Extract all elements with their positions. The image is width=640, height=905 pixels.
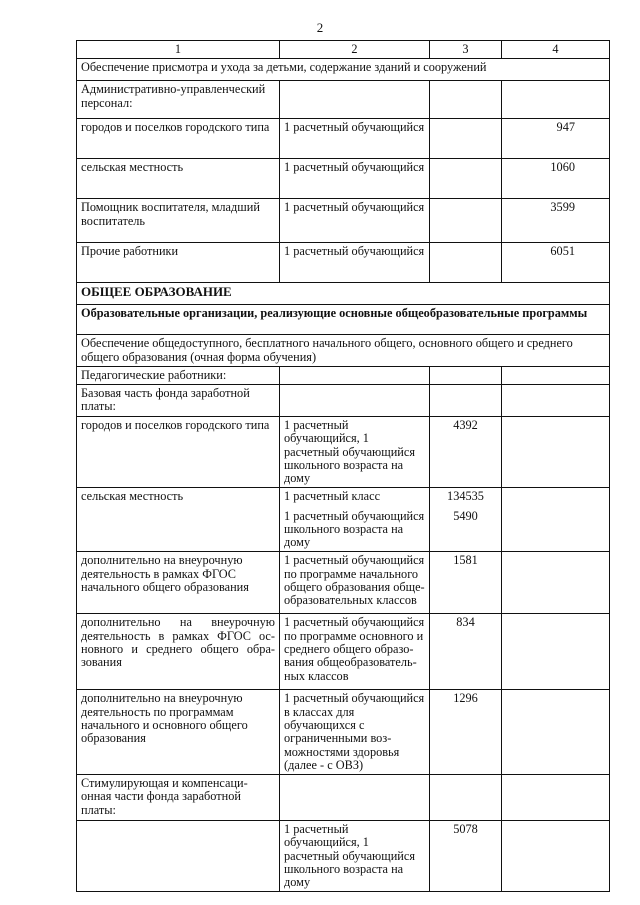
row-value: 1296 bbox=[430, 690, 502, 775]
table-row bbox=[77, 614, 610, 690]
table-row bbox=[77, 283, 610, 305]
norms-table bbox=[76, 40, 610, 892]
row-value: 1581 bbox=[430, 552, 502, 614]
row-unit: 1 расчетный обучающийся по программе начального общего образования обще-образовательных классов bbox=[280, 552, 430, 614]
table-row bbox=[77, 243, 610, 283]
row-label: Прочие работники bbox=[77, 243, 280, 283]
section-general-education: ОБЩЕЕ ОБРАЗОВАНИЕ bbox=[77, 283, 610, 305]
row-label: дополнительно на внеурочную деятельность в рамках ФГОС начального общего образования bbox=[77, 552, 280, 614]
row-unit: 1 расчетный обучающийся, 1 расчетный обучающийся школьного возраста на дому bbox=[280, 821, 430, 892]
table-row bbox=[77, 417, 610, 488]
table-row bbox=[77, 159, 610, 199]
table-row bbox=[77, 335, 610, 367]
table-row bbox=[77, 690, 610, 775]
header-col-4: 4 bbox=[502, 41, 610, 59]
table-row bbox=[77, 385, 610, 417]
row-unit: 1 расчетный обучающийся по программе основного и среднего общего образо-вания общеобразователь-ных классов bbox=[280, 614, 430, 690]
row-unit: 1 расчетный обучающийся школьного возраста на дому bbox=[284, 508, 425, 550]
row-unit: 1 расчетный обучающийся bbox=[280, 199, 430, 243]
row-unit: 1 расчетный обучающийся bbox=[280, 243, 430, 283]
row-label: сельская местность bbox=[77, 488, 280, 552]
row-unit: 1 расчетный обучающийся bbox=[280, 119, 430, 159]
header-col-3: 3 bbox=[430, 41, 502, 59]
row-value: 1060 bbox=[502, 159, 610, 199]
section-provision: Обеспечение общедоступного, бесплатного начального общего, основного общего и среднего общего образования (очная форма обучения) bbox=[77, 335, 610, 367]
row-label-ped-staff: Педагогические работники: bbox=[77, 366, 280, 384]
page-number: 2 bbox=[316, 20, 324, 35]
table-row bbox=[77, 305, 610, 335]
table-row bbox=[77, 775, 610, 821]
row-unit: 1 расчетный обучающийся, 1 расчетный обучающийся школьного возраста на дому bbox=[280, 417, 430, 488]
table-row bbox=[77, 366, 610, 384]
row-label-base-part: Базовая часть фонда заработной платы: bbox=[77, 385, 280, 417]
table-row bbox=[77, 821, 610, 892]
row-label: сельская местность bbox=[77, 159, 280, 199]
row-label: городов и поселков городского типа bbox=[77, 417, 280, 488]
row-value: 5078 bbox=[430, 821, 502, 892]
row-value: 6051 bbox=[502, 243, 610, 283]
table-row bbox=[77, 119, 610, 159]
row-value: 4392 bbox=[430, 417, 502, 488]
table-row bbox=[77, 59, 610, 81]
row-unit: 1 расчетный обучающийся в классах для обучающихся с ограниченными воз-можностями здоровья (далее - с ОВЗ) bbox=[280, 690, 430, 775]
table-row bbox=[77, 199, 610, 243]
table-row bbox=[77, 81, 610, 119]
row-label: дополнительно на внеурочную деятельность в рамках ФГОС ос-новного и среднего общего обра-зования bbox=[77, 614, 280, 690]
row-label: дополнительно на внеурочную деятельность по программам начального и основного общего образования bbox=[77, 690, 280, 775]
row-label: городов и поселков городского типа bbox=[77, 119, 280, 159]
table-header-row bbox=[77, 41, 610, 59]
table-row bbox=[77, 552, 610, 614]
header-col-2: 2 bbox=[280, 41, 430, 59]
row-label-stim: Стимулирующая и компенсаци-онная части фонда заработной платы: bbox=[77, 775, 280, 821]
row-value: 3599 bbox=[502, 199, 610, 243]
row-unit: 1 расчетный класс bbox=[284, 489, 381, 504]
section-orgs: Образовательные организации, реализующие основные общеобразовательные программы bbox=[77, 305, 610, 335]
row-value: 834 bbox=[430, 614, 502, 690]
row-unit: 1 расчетный обучающийся bbox=[280, 159, 430, 199]
section-care: Обеспечение присмотра и ухода за детьми, содержание зданий и сооружений bbox=[77, 59, 610, 81]
row-value: 947 bbox=[502, 119, 610, 159]
header-col-1: 1 bbox=[77, 41, 280, 59]
row-value: 134535 bbox=[447, 489, 484, 504]
row-label-admin-staff: Административно-управленческий персонал: bbox=[77, 81, 280, 119]
row-value: 5490 bbox=[453, 508, 478, 523]
table-row bbox=[77, 488, 610, 552]
row-label: Помощник воспитателя, младший воспитатель bbox=[77, 199, 280, 243]
